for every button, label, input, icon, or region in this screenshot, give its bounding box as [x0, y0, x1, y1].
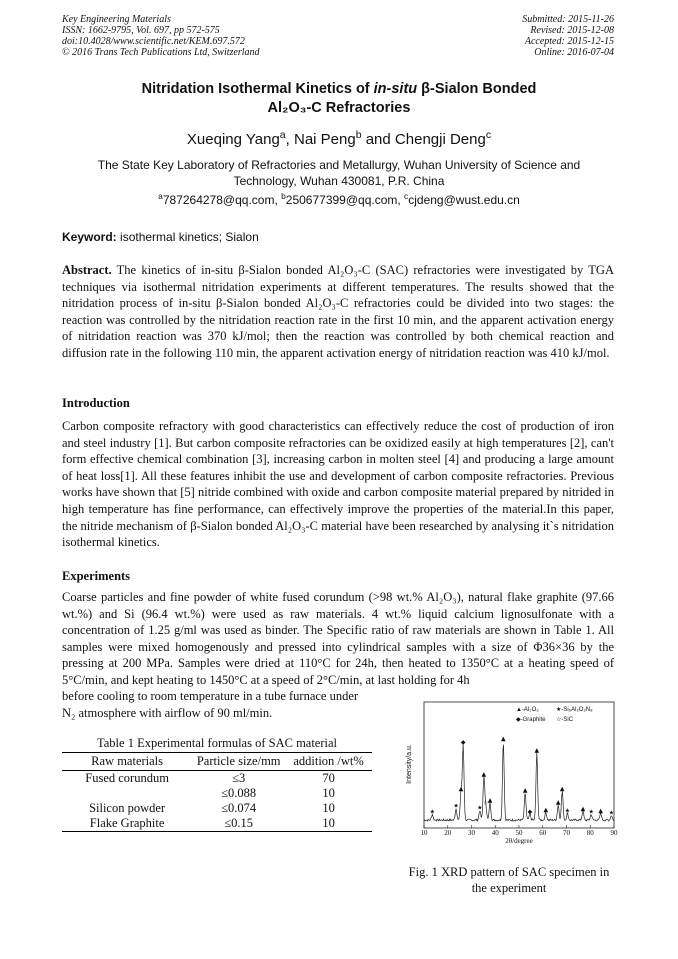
table-cell: 70 — [322, 771, 335, 785]
peak-marker: ▲ — [501, 735, 506, 743]
journal-name: Key Engineering Materials — [62, 14, 171, 25]
table-row — [62, 771, 372, 787]
table1-header-cell: Raw materials — [91, 754, 164, 768]
peak-marker: ▲ — [543, 806, 549, 814]
table1-header-row — [62, 753, 372, 771]
table-cell: Fused corundum — [85, 771, 169, 785]
peak-marker: ▲ — [522, 787, 528, 795]
experiments-text: Coarse particles and fine powder of white fused corundum (>98 wt.% Al₂O₃), natural flake graphite (97.66 wt.%) and Si (96.4 wt.%) were used as raw materials. 4 wt.% liquid calcium lignosulfonate with a concentration of 1.25 g/ml was used as binder. The Specific ratio of raw materials are shown in Table 1. All samples were mixed homogenously and pressed into cylindrical samples with a size of Φ36×36 by the pressing at 200 MPa. Samples were dried at 110°C for 24h, then heated to 1350°C at a heating speed of 5°C/min, and kept heating to 1450°C at a speed of 2°C/min, at last holding for 4h — [62, 590, 614, 687]
legend-entry: ★-Si₆Al₂O₂N₈ — [556, 707, 593, 713]
experiments-text-tail: before cooling to room temperature in a tube furnace under N₂ atmosphere with airflow of 90 ml/min. — [62, 689, 359, 720]
table1-caption: Table 1 Experimental formulas of SAC material — [96, 736, 338, 750]
table-cell: 10 — [322, 786, 335, 800]
xrd-xlabel: 2θ/degree — [505, 837, 533, 844]
peak-marker: ★ — [608, 809, 615, 817]
x-tick-label: 80 — [586, 829, 594, 837]
peak-marker: ▲ — [559, 785, 565, 793]
table-cell: ≤3 — [232, 771, 246, 785]
peak-marker: ▲ — [555, 798, 561, 806]
peak-marker: ◆ — [460, 739, 466, 747]
table-cell: Silicon powder — [89, 801, 166, 815]
peak-marker: ★ — [564, 807, 571, 815]
x-tick-label: 50 — [515, 829, 523, 837]
peak-marker: ▲ — [458, 785, 464, 793]
peak-marker: ▲ — [580, 805, 586, 813]
author-list: Xueqing Yang$^a$, Nai Peng$^b$ and Chengji Deng$^c$ — [186, 129, 492, 148]
xrd-figure — [404, 698, 618, 844]
peak-marker: ★ — [429, 808, 436, 816]
experiments-heading: Experiments — [62, 569, 131, 583]
date-submitted: Submitted: 2015-11-26 — [522, 14, 614, 25]
date-online: Online: 2016-07-04 — [534, 47, 614, 58]
peak-marker: ★ — [477, 804, 483, 812]
journal-header — [62, 14, 260, 58]
table1-header-cell: Particle size/mm — [196, 754, 281, 768]
affiliation: The State Key Laboratory of Refractories and Metallurgy, Wuhan University of Science and Technology, Wuhan 430081, P.R. China — [97, 158, 581, 188]
peak-marker: ▲ — [534, 746, 540, 754]
table-row — [62, 786, 372, 801]
journal-issn: ISSN: 1662-9795, Vol. 697, pp 572-575 — [62, 25, 220, 36]
journal-copyright: © 2016 Trans Tech Publications Ltd, Switzerland — [62, 47, 260, 58]
peak-marker: ★ — [588, 808, 594, 816]
xrd-legend — [516, 706, 593, 723]
introduction-text: Carbon composite refractory with good characteristics can effectively reduce the cost of production of iron and steel industry [1]. But carbon composite refractories can be oxidized easily at high temperatures [2], can't form effective chemical combination [3], increasing carbon in molten steel [4] and producing a large amount of heat loss[1]. All these features inhibit the use and development of carbon composite refractories. Previous works have shown that [5] nitride combined with oxide and carbon composite material prepared by nitrided in high temperature has fine performance, can effectively improve the properties of the material.In this paper, the nitride mechanism of β-Sialon bonded Al₂O₃-C material have been researched by analysing it`s nitridation isothermal kinetics. — [62, 419, 614, 550]
date-accepted: Accepted: 2015-12-15 — [524, 36, 614, 47]
xrd-x-axis — [421, 825, 619, 837]
introduction-heading: Introduction — [62, 396, 130, 410]
legend-entry: ◆-Graphite — [516, 717, 546, 723]
legend-entry: ☆-SiC — [556, 717, 574, 723]
table-cell — [62, 786, 192, 801]
table-cell: Flake Graphite — [89, 816, 165, 830]
peak-marker: ★ — [453, 802, 459, 810]
table-row — [62, 816, 372, 832]
peak-marker: ▲ — [481, 770, 487, 778]
peak-marker: ◆ — [527, 808, 533, 816]
journal-doi: doi:10.4028/www.scientific.net/KEM.697.572 — [62, 36, 245, 47]
author-emails: $^a$787264278@qq.com, $^b$250677399@qq.com, $^c$cjdeng@wust.edu.cn — [158, 191, 520, 207]
x-tick-label: 20 — [444, 829, 452, 837]
table-cell: 10 — [322, 816, 335, 830]
x-tick-label: 90 — [610, 829, 618, 837]
table-cell: ≤0.074 — [221, 801, 257, 815]
table-cell: ≤0.088 — [221, 786, 257, 800]
x-tick-label: 10 — [420, 829, 428, 837]
table-cell: ≤0.15 — [224, 816, 254, 830]
x-tick-label: 40 — [491, 829, 499, 837]
x-tick-label: 60 — [539, 829, 547, 837]
table1 — [62, 752, 372, 832]
table-row — [62, 801, 372, 816]
peak-marker: ▲ — [598, 807, 604, 815]
x-tick-label: 30 — [468, 829, 475, 837]
abstract: Abstract. The kinetics of in-situ β-Sialon bonded Al₂O₃-C (SAC) refractories were investigated by TGA techniques via isothermal nitridation experiments at different temperatures. The results showed that the nitridation process of in-situ β-Sialon bonded Al₂O₃-C refractories could be divided into two stages: the reaction was controlled by the nitridation reaction rate in the first 10 min, and the apparent activation energy of nitridation reaction was 370 kJ/mol; then the reaction was controlled by both chemical reaction and diffusion rate in the following 110 min, the apparent activation energy of nitridation reaction was 410 kJ/mol. — [62, 263, 614, 360]
keywords: Keyword: isothermal kinetics; Sialon — [62, 230, 259, 244]
xrd-ylabel: Intensity/a.u. — [406, 744, 413, 784]
date-revised: Revised: 2015-12-08 — [530, 25, 614, 36]
paper-title: Nitridation Isothermal Kinetics of in-situ β-Sialon Bonded Al₂O₃-C Refractories — [141, 81, 537, 116]
xrd-peak-markers — [430, 735, 614, 816]
table1-header-cell: addition /wt% — [293, 754, 364, 768]
legend-entry: ▲-Al₂O₃ — [516, 707, 539, 713]
peak-marker: ▲ — [487, 796, 493, 804]
figure1-caption: Fig. 1 XRD pattern of SAC specimen in the experiment — [408, 865, 610, 895]
peak-marker: ☆ — [483, 799, 489, 807]
x-tick-label: 70 — [563, 829, 570, 837]
table-cell: 10 — [322, 801, 335, 815]
dates-header — [522, 14, 614, 58]
